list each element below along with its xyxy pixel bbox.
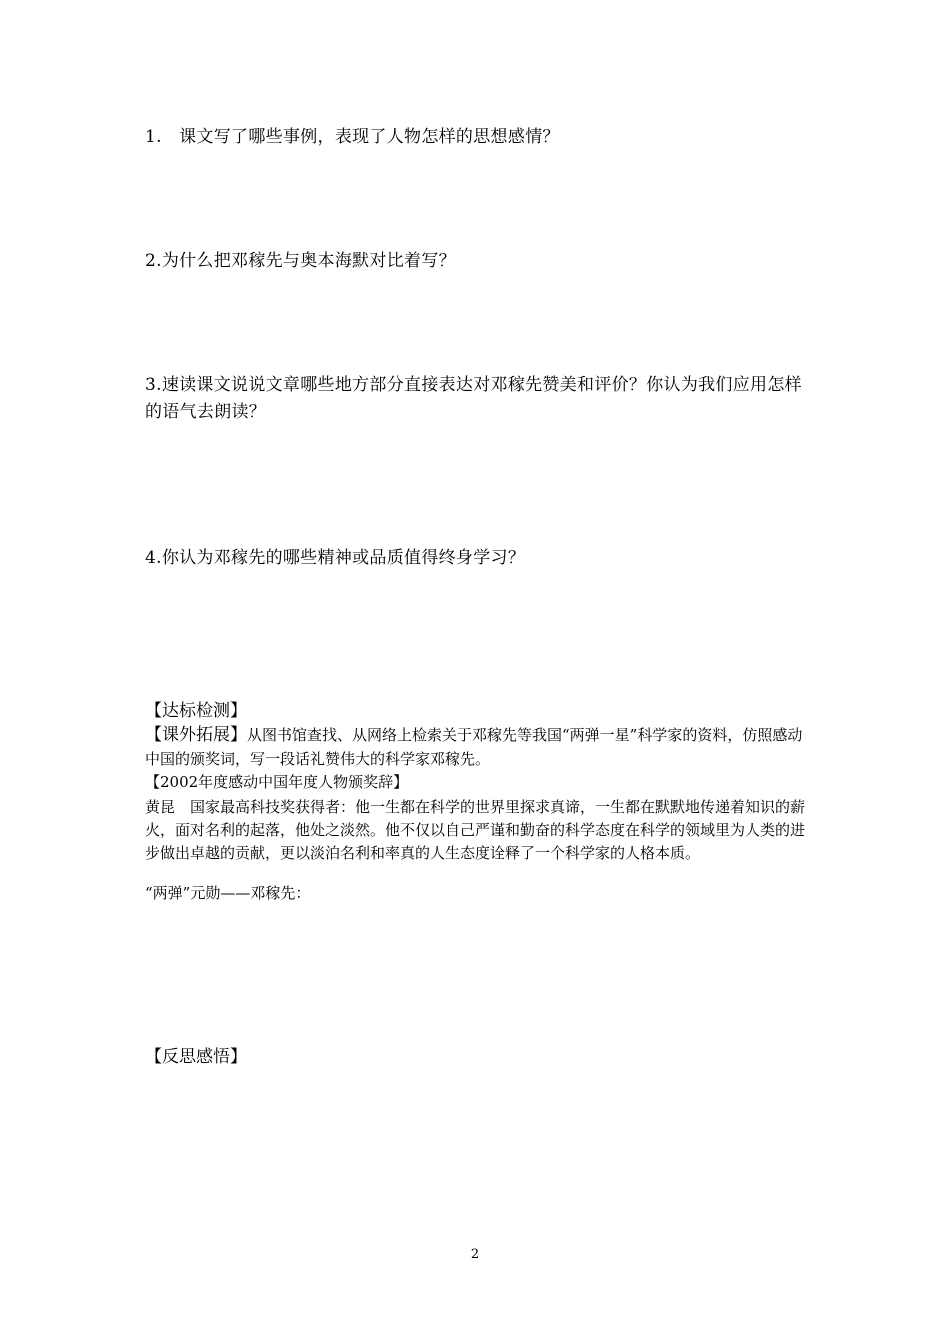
award-heading: 【2002年度感动中国年度人物颁奖辞】 bbox=[145, 773, 409, 791]
section-heading-fansi: 【反思感悟】 bbox=[145, 1047, 247, 1067]
question-2: 2.为什么把邓稼先与奥本海默对比着写？ bbox=[145, 251, 456, 271]
section-kewai bbox=[145, 723, 810, 771]
award-body: 黄昆 国家最高科技奖获得者：他一生都在科学的世界里探求真谛，一生都在默默地传递着知识的薪火，面对名利的起落，他处之淡然。他不仅以自己严谨和勤奋的科学态度在科学的领域里为人类的进步做出卓越的贡献，更以淡泊名利和率真的人生态度诠释了一个科学家的人格本质。 bbox=[145, 798, 806, 862]
section-heading-kewai: 【课外拓展】 bbox=[145, 725, 247, 745]
question-4: 4.你认为邓稼先的哪些精神或品质值得终身学习？ bbox=[145, 548, 526, 568]
question-1: 1. 课文写了哪些事例，表现了人物怎样的思想感情？ bbox=[145, 127, 560, 147]
page-number: 2 bbox=[470, 1247, 480, 1262]
question-3: 3.速读课文说说文章哪些地方部分直接表达对邓稼先赞美和评价？你认为我们应用怎样的语气去朗读？ bbox=[145, 375, 802, 422]
kewai-text: 从图书馆查找、从网络上检索关于邓稼先等我国“两弹一星”科学家的资料，仿照感动中国的颁奖词，写一段话礼赞伟大的科学家邓稼先。 bbox=[145, 726, 803, 768]
award-prompt: “两弹”元勋——邓稼先： bbox=[145, 884, 311, 902]
section-heading-dabiao: 【达标检测】 bbox=[145, 701, 247, 721]
